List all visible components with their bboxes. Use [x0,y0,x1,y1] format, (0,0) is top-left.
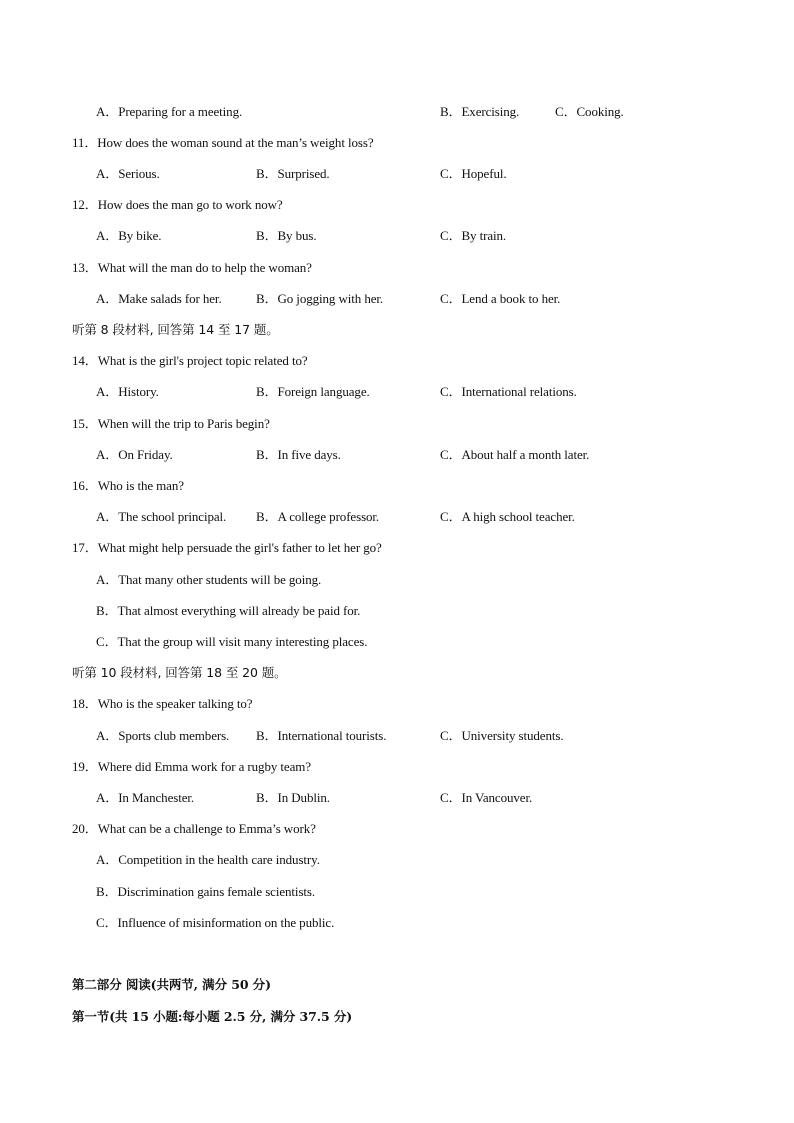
q13-option-c: C．Lend a book to her. [440,291,561,306]
q18-option-b: B．International tourists. [256,728,387,743]
q15-option-b: B．In five days. [256,447,341,462]
q20-option-b: B．Discrimination gains female scientists. [96,884,316,899]
q20-option-c: C．Influence of misinformation on the public. [96,915,335,930]
q13-stem: 13．What will the man do to help the woman? [72,260,312,275]
q17-option-b: B．That almost everything will already be paid for. [96,603,361,618]
q20-option-a: A．Competition in the health care industry. [96,852,320,867]
q16-stem: 16．Who is the man? [72,478,184,493]
q18-stem: 18．Who is the speaker talking to? [72,696,253,711]
q18-option-a: A．Sports club members. [96,728,230,743]
q11-option-c: C．Hopeful. [440,166,507,181]
q14-option-b: B．Foreign language. [256,384,370,399]
section-one-heading: 第一节(共 15 小题:每小题 2.5 分, 满分 37.5 分) [72,1009,353,1024]
q14-option-c: C．International relations. [440,384,577,399]
q18-option-c: C．University students. [440,728,564,743]
q17-option-a: A．That many other students will be going. [96,572,322,587]
q10-option-a: A．Preparing for a meeting. [96,104,243,119]
q16-option-c: C．A high school teacher. [440,509,575,524]
q12-option-a: A．By bike. [96,228,162,243]
q19-option-c: C．In Vancouver. [440,790,533,805]
q15-option-c: C．About half a month later. [440,447,590,462]
part-two-heading: 第二部分 阅读(共两节, 满分 50 分) [72,977,271,992]
q17-stem: 17．What might help persuade the girl's father to let her go? [72,540,382,555]
q14-option-a: A．History. [96,384,159,399]
section-instruction-10: 听第 10 段材料, 回答第 18 至 20 题。 [72,665,287,680]
q15-option-a: A．On Friday. [96,447,173,462]
q19-option-a: A．In Manchester. [96,790,195,805]
q16-option-b: B．A college professor. [256,509,380,524]
q10-option-b: B．Exercising. [440,104,520,119]
q11-option-b: B．Surprised. [256,166,330,181]
q12-option-c: C．By train. [440,228,507,243]
q17-option-c: C．That the group will visit many interesting places. [96,634,368,649]
q12-option-b: B．By bus. [256,228,317,243]
q12-stem: 12．How does the man go to work now? [72,197,283,212]
section-instruction-8: 听第 8 段材料, 回答第 14 至 17 题。 [72,322,279,337]
q11-option-a: A．Serious. [96,166,160,181]
q11-stem: 11．How does the woman sound at the man’s weight loss? [72,135,374,150]
q13-option-a: A．Make salads for her. [96,291,222,306]
q15-stem: 15．When will the trip to Paris begin? [72,416,270,431]
q19-stem: 19．Where did Emma work for a rugby team? [72,759,311,774]
q10-option-c: C．Cooking. [555,104,624,119]
q14-stem: 14．What is the girl's project topic related to? [72,353,308,368]
q19-option-b: B．In Dublin. [256,790,330,805]
q13-option-b: B．Go jogging with her. [256,291,384,306]
q16-option-a: A．The school principal. [96,509,227,524]
q20-stem: 20．What can be a challenge to Emma’s work? [72,821,316,836]
